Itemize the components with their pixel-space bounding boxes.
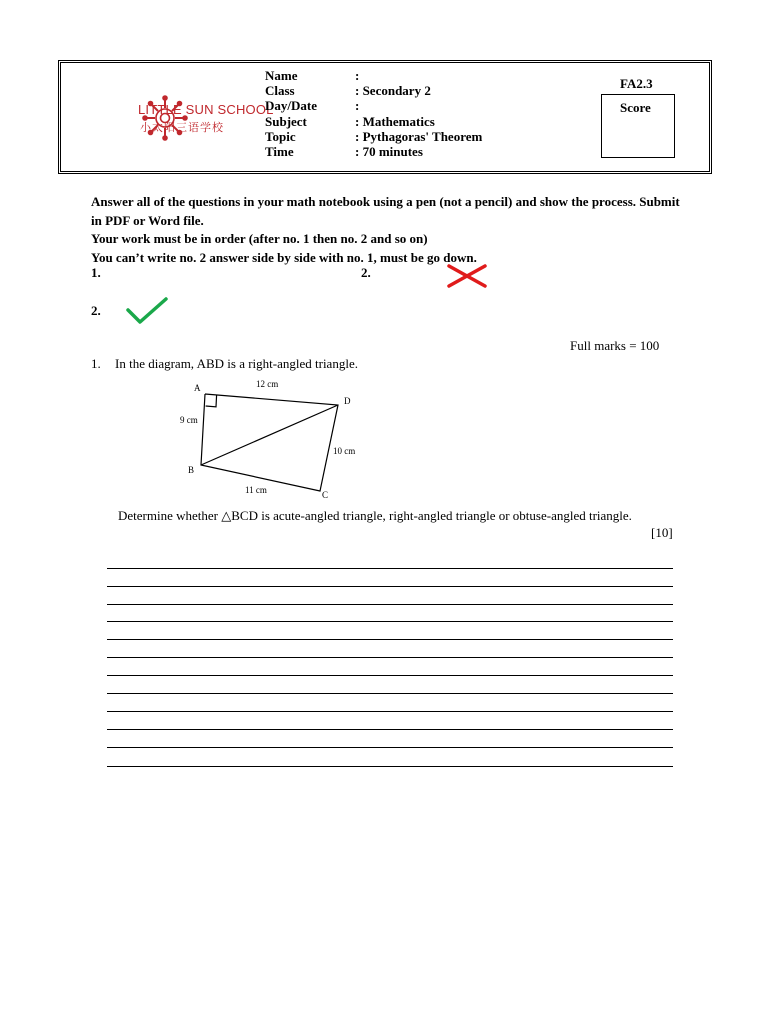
instructions [91, 193, 691, 267]
field-subject [265, 114, 482, 129]
vertex-c-label: C [322, 490, 329, 500]
field-label: Day/Date [265, 98, 317, 114]
example-right-2: 2. [91, 303, 101, 318]
answer-line[interactable] [107, 729, 673, 730]
header-fields [265, 68, 482, 159]
question-intro: In the diagram, ABD is a right-angled triangle. [115, 356, 358, 371]
school-name-en: LITTLE SUN SCHOOL [138, 102, 274, 117]
vertex-b-label: B [188, 465, 195, 475]
question-task: Determine whether △BCD is acute-angled triangle, right-angled triangle or obtuse-angled triangle. [118, 508, 632, 523]
school-name-zh: 小太阳三语学校 [140, 121, 224, 134]
example-wrong-2: 2. [361, 265, 371, 280]
score-label: Score [620, 100, 651, 115]
vertex-a-label: A [194, 383, 201, 393]
field-time [265, 144, 482, 159]
field-topic [265, 129, 482, 144]
answer-line[interactable] [107, 586, 673, 587]
green-check-icon [125, 296, 169, 326]
answer-line[interactable] [107, 747, 673, 748]
answer-line[interactable] [107, 766, 673, 767]
answer-line[interactable] [107, 568, 673, 569]
answer-line[interactable] [107, 675, 673, 676]
answer-line[interactable] [107, 639, 673, 640]
question-marks: [10] [651, 525, 673, 540]
red-cross-icon [446, 264, 488, 288]
question-number: 1. [91, 356, 101, 371]
field-value: : Mathematics [355, 113, 435, 129]
side-dc-label: 10 cm [333, 446, 356, 456]
field-date [265, 98, 482, 113]
field-label: Topic [265, 128, 296, 144]
field-value: : Secondary 2 [355, 83, 431, 99]
answer-line[interactable] [107, 693, 673, 694]
answer-line[interactable] [107, 657, 673, 658]
answer-line[interactable] [107, 711, 673, 712]
instruction-line: You can’t write no. 2 answer side by side with no. 1, must be go down. [91, 249, 477, 265]
field-label: Class [265, 83, 295, 99]
full-marks: Full marks = 100 [570, 338, 660, 353]
field-class [265, 83, 482, 98]
instruction-line: Your work must be in order (after no. 1 then no. 2 and so on) [91, 231, 428, 246]
field-label: Subject [265, 113, 307, 129]
assessment-code: FA2.3 [620, 76, 653, 91]
answer-line[interactable] [107, 604, 673, 605]
field-value: : [355, 68, 360, 83]
field-value: : 70 minutes [355, 144, 423, 160]
side-ad-label: 12 cm [256, 379, 279, 389]
field-label: Name [265, 68, 298, 83]
instruction-line: Answer all of the questions in your math notebook using a pen (not a pencil) and show the process. Submit in PDF or Word file. [91, 194, 680, 228]
side-bc-label: 11 cm [245, 485, 267, 495]
field-name [265, 68, 482, 83]
example-wrong-1: 1. [91, 265, 101, 280]
side-ab-label: 9 cm [180, 415, 198, 425]
vertex-d-label: D [344, 396, 351, 406]
field-value: : Pythagoras' Theorem [355, 128, 483, 144]
field-label: Time [265, 144, 294, 160]
field-value: : [355, 98, 360, 114]
triangle-diagram [170, 378, 370, 504]
answer-line[interactable] [107, 621, 673, 622]
